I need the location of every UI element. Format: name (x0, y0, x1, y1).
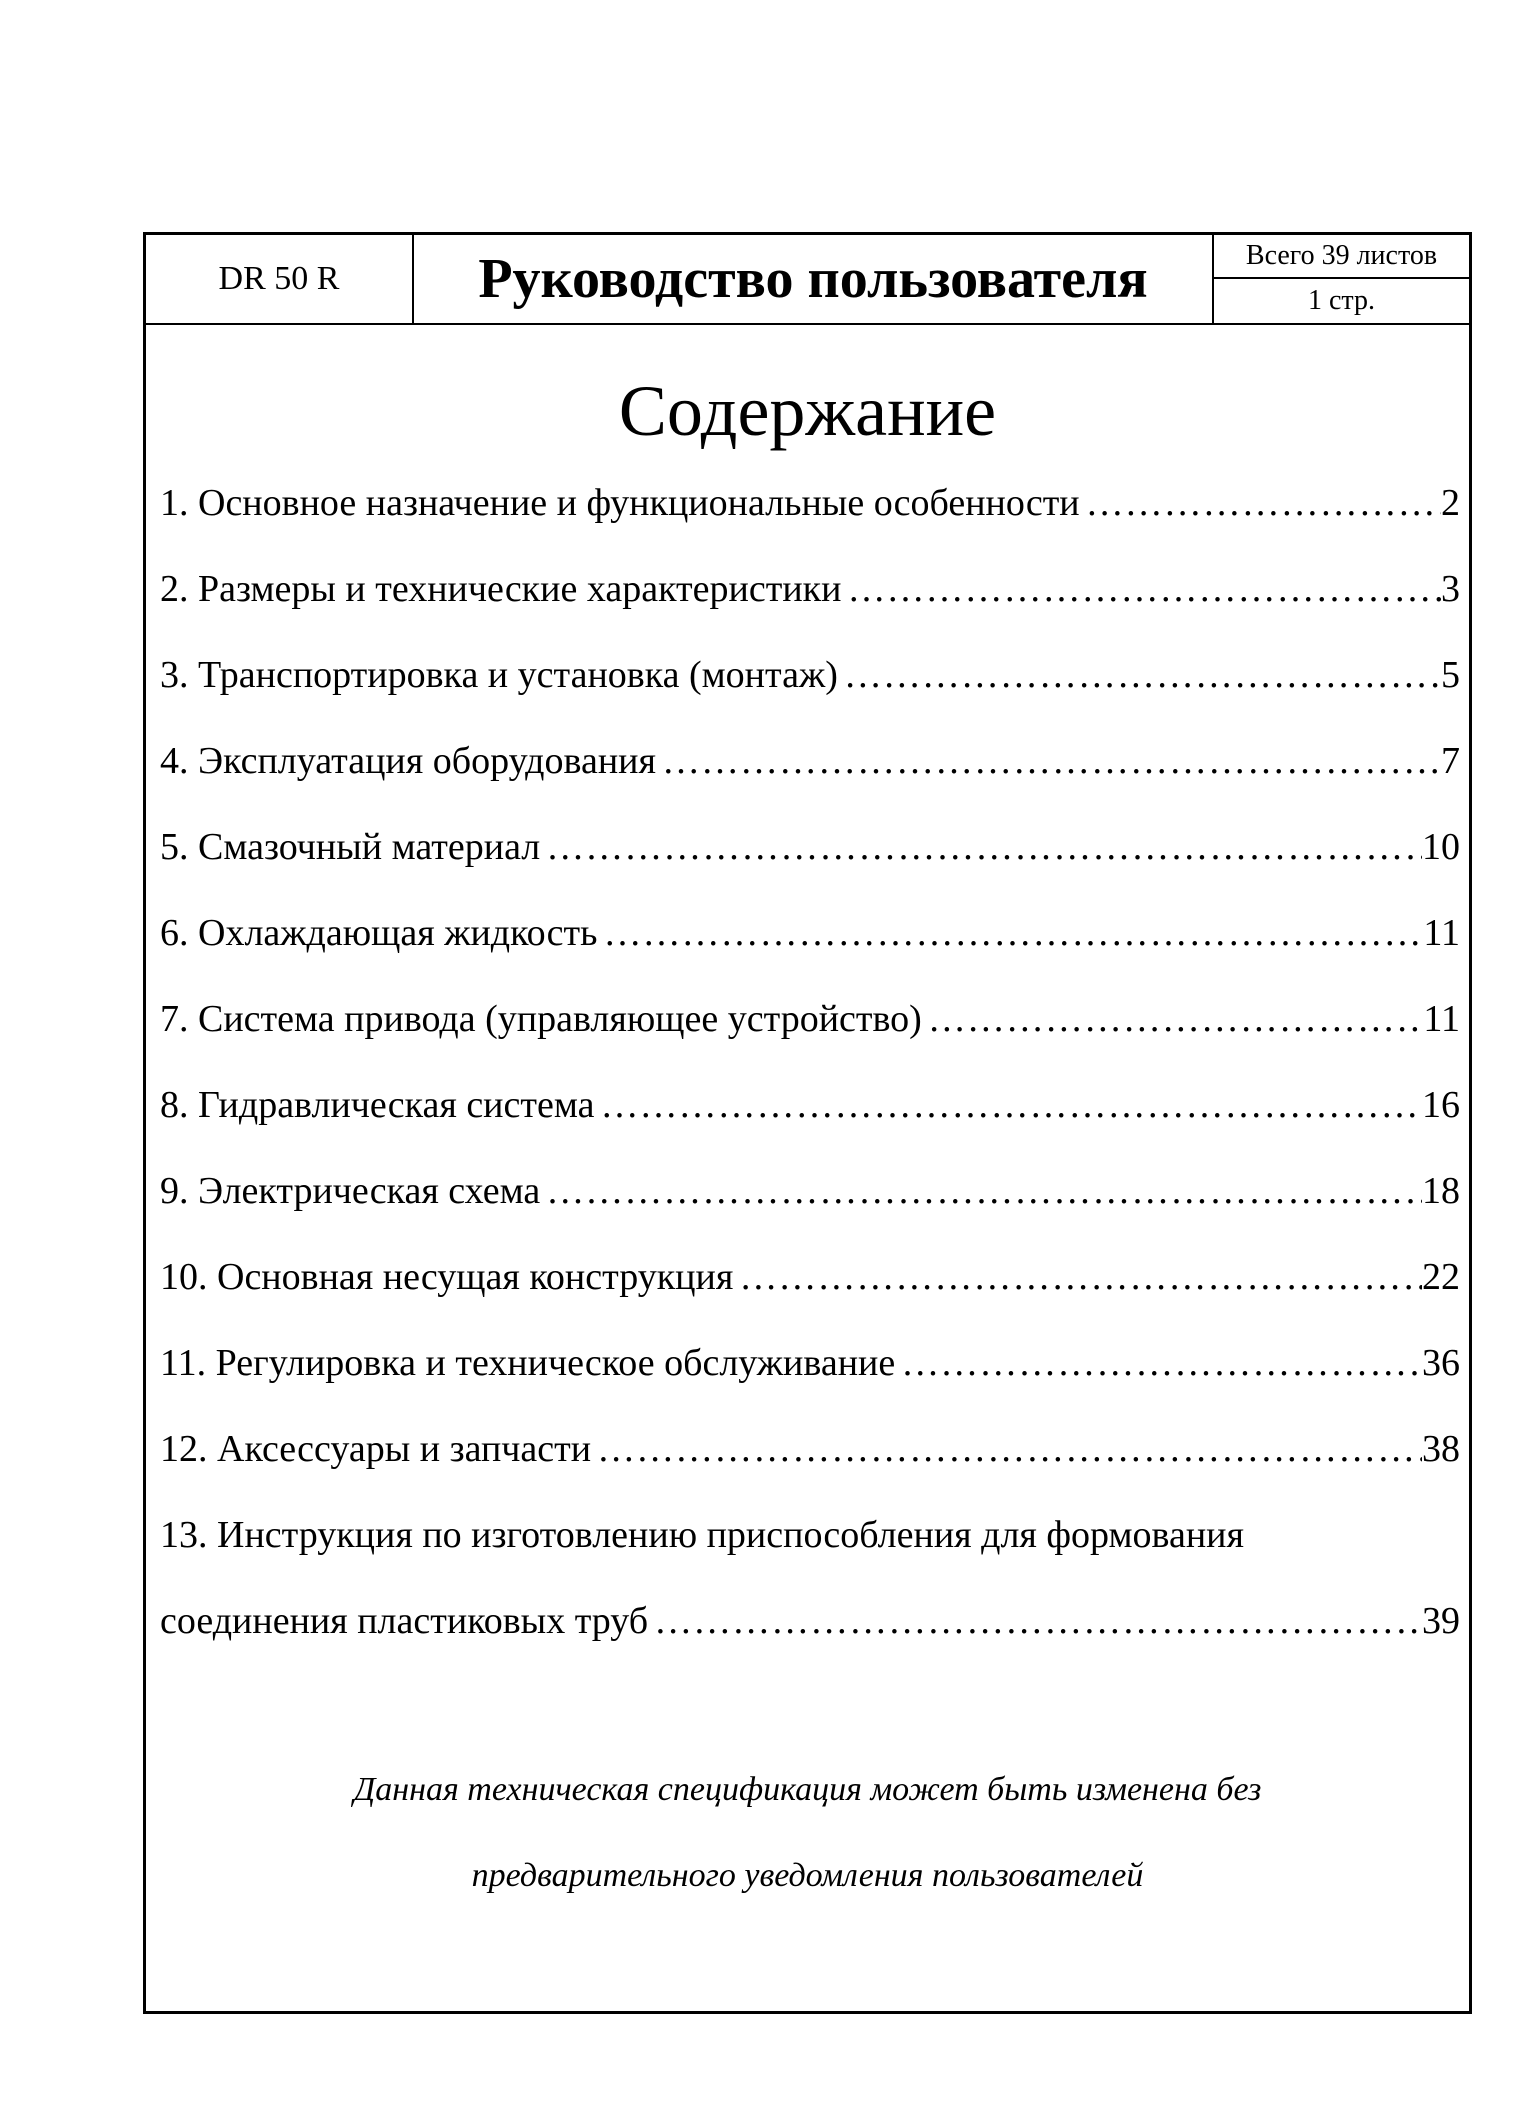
toc-dot-leader (595, 1083, 1422, 1127)
toc-dot-leader (922, 997, 1424, 1041)
toc-entry-page: 7 (1441, 740, 1460, 782)
toc-entry-label: 1. Основное назначение и функциональные особенности (160, 482, 1080, 524)
toc-dot-leader (597, 911, 1423, 955)
toc-dot-leader (733, 1255, 1422, 1299)
toc-entry-page: 2 (1441, 482, 1460, 524)
toc-entry (160, 739, 1460, 791)
toc-entry-label: 10. Основная несущая конструкция (160, 1256, 734, 1298)
toc-dot-leader (1080, 481, 1441, 525)
toc-entry-label: соединения пластиковых труб (160, 1600, 649, 1642)
toc-entry-label: 2. Размеры и технические характеристики (160, 568, 842, 610)
document-title: Руководство пользователя (414, 235, 1214, 323)
toc-entry-page: 22 (1422, 1256, 1460, 1298)
toc-dot-leader (591, 1427, 1422, 1471)
disclaimer-line-1: Данная техническая спецификация может быть изменена без (353, 1771, 1262, 1808)
toc-entry-label: 3. Транспортировка и установка (монтаж) (160, 654, 838, 696)
toc-entry-label: 6. Охлаждающая жидкость (160, 912, 598, 954)
toc-entry-13-line1: 13. Инструкция по изготовлению приспособления для формования (160, 1514, 1244, 1556)
header-table (146, 235, 1469, 325)
toc-entry-page: 39 (1422, 1600, 1460, 1642)
toc-entry (160, 997, 1460, 1049)
toc-entry-page: 3 (1441, 568, 1460, 610)
toc-entry-label: 12. Аксессуары и запчасти (160, 1428, 592, 1470)
toc-entry-page: 18 (1422, 1170, 1460, 1212)
toc-entry-label: 7. Система привода (управляющее устройство) (160, 998, 922, 1040)
toc-entry-page: 11 (1423, 998, 1460, 1040)
toc-entry-page: 11 (1423, 912, 1460, 954)
toc-dot-leader (540, 1169, 1422, 1213)
toc-entry (160, 481, 1460, 533)
toc-entry-page: 38 (1422, 1428, 1460, 1470)
page-number: 1 стр. (1307, 285, 1375, 316)
toc-entry (160, 567, 1460, 619)
disclaimer-line-2: предварительного уведомления пользователей (471, 1857, 1144, 1894)
toc-entry (160, 1083, 1460, 1135)
toc-entry-page: 10 (1422, 826, 1460, 868)
toc-dot-leader (841, 567, 1441, 611)
toc-entry (160, 1599, 1460, 1651)
toc-entry (160, 1169, 1460, 1221)
toc-entry-page: 16 (1422, 1084, 1460, 1126)
model-code: DR 50 R (146, 235, 414, 323)
toc-entry (160, 825, 1460, 877)
toc-entry (160, 1427, 1460, 1479)
toc-dot-leader (838, 653, 1441, 697)
toc-entry-label: 11. Регулировка и техническое обслуживание (160, 1342, 896, 1384)
toc-entry (160, 1255, 1460, 1307)
toc-entry-label: 4. Эксплуатация оборудования (160, 740, 656, 782)
toc-entry-page: 36 (1422, 1342, 1460, 1384)
toc-dot-leader (648, 1599, 1422, 1643)
total-sheets: Всего 39 листов (1214, 235, 1469, 279)
toc-entry-page: 5 (1441, 654, 1460, 696)
toc-dot-leader (540, 825, 1422, 869)
toc-entry-label: 5. Смазочный материал (160, 826, 541, 868)
toc-dot-leader (895, 1341, 1422, 1385)
toc-entry (160, 911, 1460, 963)
toc-heading: Содержание (618, 371, 997, 451)
document-page (143, 232, 1472, 2014)
toc-entry (160, 653, 1460, 705)
toc-entry-label: 8. Гидравлическая система (160, 1084, 595, 1126)
toc-entry (160, 1341, 1460, 1393)
toc-dot-leader (656, 739, 1441, 783)
toc-entry-label: 9. Электрическая схема (160, 1170, 541, 1212)
